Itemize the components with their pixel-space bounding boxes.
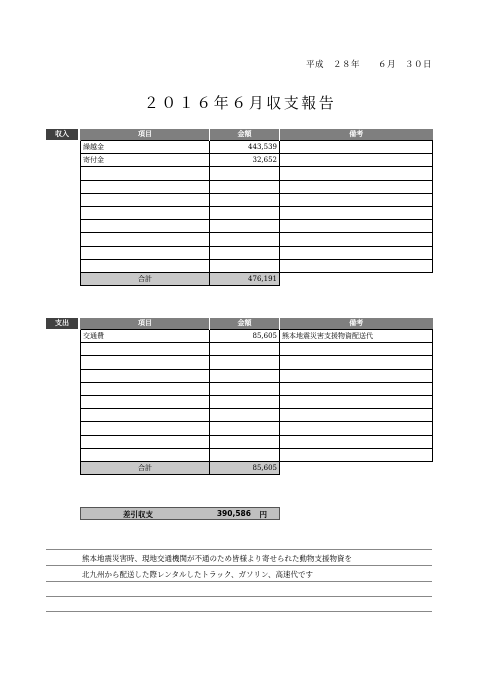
income-item-cell: 繰越金	[81, 141, 210, 154]
expense-item-cell	[81, 395, 210, 408]
expense-section-label: 支出	[46, 318, 78, 329]
expense-total-label: 合計	[81, 461, 210, 474]
table-row	[81, 246, 433, 259]
expense-note-cell	[280, 382, 433, 395]
income-item-cell	[81, 167, 210, 180]
expense-header-item: 項目	[81, 318, 210, 330]
table-row	[81, 220, 433, 233]
income-amount-cell: 443,539	[210, 141, 280, 154]
table-row	[81, 422, 433, 435]
table-row	[81, 180, 433, 193]
expense-total-row	[81, 461, 433, 474]
expense-item-cell	[81, 435, 210, 448]
expense-note-cell	[280, 448, 433, 461]
expense-amount-cell	[210, 448, 280, 461]
expense-item-cell	[81, 343, 210, 356]
expense-item-cell	[81, 369, 210, 382]
expense-table	[80, 318, 433, 475]
expense-note-cell	[280, 422, 433, 435]
table-row	[81, 167, 433, 180]
income-note-cell	[280, 206, 433, 219]
note-rule	[46, 581, 432, 582]
expense-amount-cell	[210, 382, 280, 395]
income-item-cell	[81, 233, 210, 246]
income-item-cell	[81, 180, 210, 193]
balance-amount: 390,586	[216, 509, 251, 518]
income-amount-cell	[210, 233, 280, 246]
income-note-cell	[280, 233, 433, 246]
expense-amount-cell: 85,605	[210, 330, 280, 343]
income-item-cell	[81, 259, 210, 272]
income-item-cell	[81, 220, 210, 233]
note-rule	[46, 611, 432, 612]
table-row	[81, 193, 433, 206]
expense-note-cell: 熊本地震災害支援物資配送代	[280, 330, 433, 343]
table-row	[81, 356, 433, 369]
income-item-cell: 寄付金	[81, 154, 210, 167]
table-row	[81, 382, 433, 395]
income-header-row	[81, 129, 433, 141]
income-total-amount: 476,191	[210, 272, 280, 285]
income-amount-cell	[210, 167, 280, 180]
income-header-item: 項目	[81, 129, 210, 141]
income-note-cell	[280, 141, 433, 154]
income-total-blank	[280, 272, 433, 285]
income-amount-cell	[210, 220, 280, 233]
table-row	[81, 369, 433, 382]
income-amount-cell	[210, 259, 280, 272]
income-table	[80, 129, 433, 286]
note-line-2: 北九州から配送した際レンタルしたトラック、ガソリン、高速代です	[82, 570, 313, 579]
report-date: 平成 ２８年 ６月 ３０日	[306, 60, 433, 70]
income-header-amount: 金額	[210, 129, 280, 141]
table-row	[81, 330, 433, 343]
expense-note-cell	[280, 343, 433, 356]
expense-item-cell	[81, 422, 210, 435]
income-note-cell	[280, 220, 433, 233]
expense-amount-cell	[210, 422, 280, 435]
expense-item-cell	[81, 448, 210, 461]
expense-amount-cell	[210, 369, 280, 382]
expense-item-cell	[81, 409, 210, 422]
income-amount-cell	[210, 180, 280, 193]
expense-amount-cell	[210, 435, 280, 448]
table-row	[81, 141, 433, 154]
note-line-1: 熊本地震災害時、現地交通機関が不通のため皆様より寄せられた動物支援物資を	[82, 554, 352, 563]
table-row	[81, 395, 433, 408]
income-amount-cell	[210, 206, 280, 219]
note-rule	[46, 565, 432, 566]
expense-item-cell	[81, 356, 210, 369]
income-section-label: 収入	[46, 129, 78, 140]
table-row	[81, 154, 433, 167]
income-item-cell	[81, 246, 210, 259]
expense-note-cell	[280, 356, 433, 369]
table-row	[81, 206, 433, 219]
income-header-note: 備考	[280, 129, 433, 141]
income-item-cell	[81, 206, 210, 219]
table-row	[81, 259, 433, 272]
income-note-cell	[280, 259, 433, 272]
income-amount-cell	[210, 246, 280, 259]
expense-amount-cell	[210, 409, 280, 422]
balance-unit: 円	[259, 510, 267, 519]
income-note-cell	[280, 154, 433, 167]
income-note-cell	[280, 246, 433, 259]
balance-box	[80, 507, 280, 520]
expense-note-cell	[280, 369, 433, 382]
expense-total-amount: 85,605	[210, 461, 280, 474]
table-row	[81, 435, 433, 448]
expense-header-row	[81, 318, 433, 330]
expense-amount-cell	[210, 395, 280, 408]
table-row	[81, 448, 433, 461]
balance-label: 差引収支	[123, 510, 153, 519]
table-row	[81, 233, 433, 246]
expense-item-cell	[81, 382, 210, 395]
expense-header-note: 備考	[280, 318, 433, 330]
expense-note-cell	[280, 409, 433, 422]
note-rule	[46, 549, 432, 550]
expense-item-cell: 交通費	[81, 330, 210, 343]
expense-amount-cell	[210, 356, 280, 369]
income-note-cell	[280, 167, 433, 180]
income-amount-cell: 32,652	[210, 154, 280, 167]
income-item-cell	[81, 193, 210, 206]
expense-header-amount: 金額	[210, 318, 280, 330]
expense-amount-cell	[210, 343, 280, 356]
page-title: ２０１６年６月収支報告	[143, 94, 337, 112]
income-note-cell	[280, 193, 433, 206]
table-row	[81, 409, 433, 422]
expense-note-cell	[280, 435, 433, 448]
expense-note-cell	[280, 395, 433, 408]
expense-total-blank	[280, 461, 433, 474]
table-row	[81, 343, 433, 356]
income-note-cell	[280, 180, 433, 193]
note-rule	[46, 596, 432, 597]
income-total-label: 合計	[81, 272, 210, 285]
income-amount-cell	[210, 193, 280, 206]
income-total-row	[81, 272, 433, 285]
